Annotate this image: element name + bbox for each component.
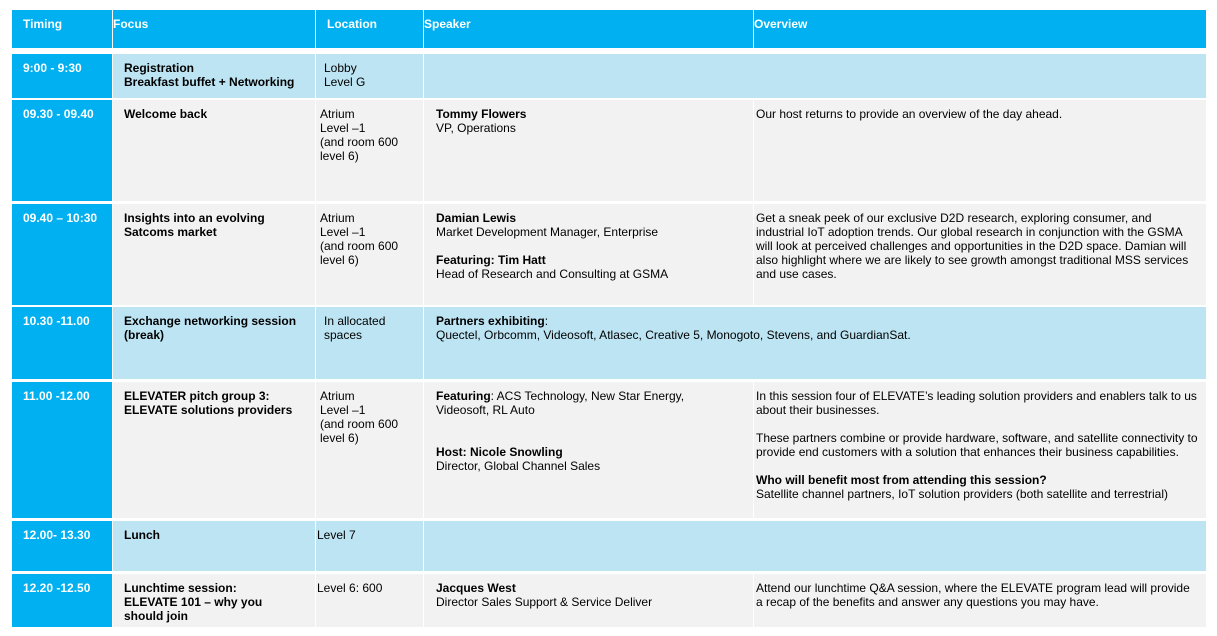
- row-overview: In this session four of ELEVATE’s leading solution providers and enablers talk to us about their businesses. These partners combine or provide hardware, software, and satellite connectivity to provide end customers with a solution that enhances their business capabilities. Who will benefit most from attending this session? Satellite channel partners, IoT solution providers (both satellite and terrestrial): [754, 382, 1206, 518]
- table-row: [12, 382, 1206, 518]
- row-empty-cell: [424, 54, 1206, 98]
- speaker-title: Market Development Manager, Enterprise: [436, 225, 659, 239]
- benefit-question: Who will benefit most from attending this session?: [756, 473, 1047, 487]
- row-focus: Lunch: [113, 521, 315, 571]
- row-focus: Exchange networking session (break): [113, 307, 315, 379]
- row-speaker: Featuring: ACS Technology, New Star Energy, Videosoft, RL Auto Host: Nicole Snowling Director, Global Channel Sales: [424, 382, 753, 518]
- header-speaker: Speaker: [424, 10, 753, 48]
- partners-list: Quectel, Orbcomm, Videosoft, Atlasec, Creative 5, Monogoto, Stevens, and GuardianSat.: [436, 328, 911, 342]
- row-focus: Welcome back: [113, 100, 315, 201]
- header-focus: Focus: [113, 10, 315, 48]
- speaker-name: Jacques West: [436, 581, 516, 595]
- host-title: Director, Global Channel Sales: [436, 459, 601, 473]
- row-timing: 11.00 -12.00: [12, 382, 112, 518]
- benefit-answer: Satellite channel partners, IoT solution providers (both satellite and terrestrial): [756, 487, 1168, 501]
- row-partners: Partners exhibiting: Quectel, Orbcomm, Videosoft, Atlasec, Creative 5, Monogoto, Stevens, and GuardianSat.: [424, 307, 1206, 379]
- partners-label: Partners exhibiting: [436, 314, 545, 328]
- speaker-title: VP, Operations: [436, 121, 516, 135]
- table-row: [12, 54, 1206, 98]
- table-header: [12, 10, 1206, 48]
- table-row: [12, 521, 1206, 571]
- row-location: Atrium Level –1 (and room 600 level 6): [316, 100, 423, 201]
- row-focus: ELEVATER pitch group 3: ELEVATE solutions providers: [113, 382, 315, 518]
- row-timing: 09.30 - 09.40: [12, 100, 112, 201]
- table-row: [12, 204, 1206, 305]
- speaker-name: Tommy Flowers: [436, 107, 527, 121]
- table-row: [12, 100, 1206, 201]
- row-timing: 09.40 – 10:30: [12, 204, 112, 305]
- row-location: Atrium Level –1 (and room 600 level 6): [316, 382, 423, 518]
- row-location: Atrium Level –1 (and room 600 level 6): [316, 204, 423, 305]
- host-name: Host: Nicole Snowling: [436, 445, 563, 459]
- table-row: [12, 574, 1206, 627]
- speaker-name: Damian Lewis: [436, 211, 517, 225]
- featuring-name: Featuring: Tim Hatt: [436, 253, 546, 267]
- row-timing: 12.00- 13.30: [12, 521, 112, 571]
- row-focus: Insights into an evolving Satcoms market: [113, 204, 315, 305]
- row-timing: 10.30 -11.00: [12, 307, 112, 379]
- row-location: Level 6: 600: [316, 574, 423, 627]
- featuring-title: Head of Research and Consulting at GSMA: [436, 267, 669, 281]
- row-timing: 9:00 - 9:30: [12, 54, 112, 98]
- row-speaker: [424, 100, 753, 201]
- header-timing: Timing: [12, 10, 112, 48]
- row-focus: Registration Breakfast buffet + Networking: [113, 54, 315, 98]
- row-location: Level 7: [316, 521, 423, 571]
- row-location: In allocated spaces: [316, 307, 423, 379]
- header-overview: Overview: [754, 10, 1206, 48]
- row-timing: 12.20 -12.50: [12, 574, 112, 627]
- table-row: [12, 307, 1206, 379]
- row-focus: Lunchtime session: ELEVATE 101 – why you should join: [113, 574, 315, 627]
- row-speaker: [424, 204, 753, 305]
- row-location: Lobby Level G: [316, 54, 423, 98]
- row-empty-cell: [424, 521, 1206, 571]
- speaker-title: Director Sales Support & Service Deliver: [436, 595, 653, 609]
- header-location: Location: [316, 10, 423, 48]
- row-speaker: [424, 574, 753, 627]
- row-overview: Attend our lunchtime Q&A session, where the ELEVATE program lead will provide a recap of the benefits and answer any questions you may have.: [754, 574, 1206, 627]
- row-overview: Get a sneak peek of our exclusive D2D research, exploring consumer, and industrial IoT adoption trends. Our global research in conjunction with the GSMA will look at perceived challenges and opportunities in the D2D space. Damian will also highlight where we are likely to see growth amongst traditional MSS services and use cases.: [754, 204, 1206, 305]
- featuring-label: Featuring: [436, 389, 491, 403]
- row-overview: Our host returns to provide an overview of the day ahead.: [754, 100, 1206, 201]
